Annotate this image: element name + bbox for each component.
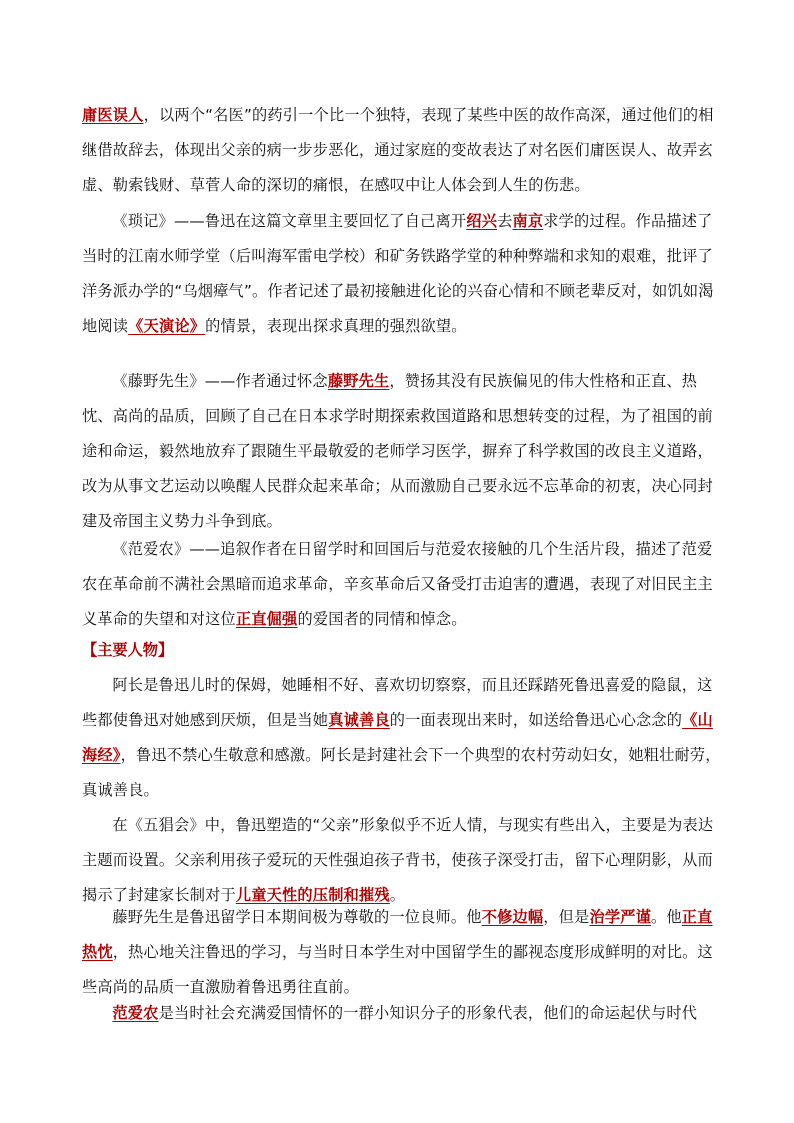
paragraph-tengye-character: [82, 900, 722, 1005]
highlighted-term: 范爱农: [112, 1004, 159, 1022]
text-run: ，赞扬其没有民族偏见的伟大性格和正直、热忱、高尚的品质，回顾了自己在日本求学时期探索救国道路和思想转变的过程，为了祖国的前途和命运，毅然地放弃了跟随生平最敬爱的老师学习医学，摒弃了科学救国的改良主义道路，改为从事文艺运动以唤醒人民群众起来革命；从而激励自己要永远不忘革命的初衷，决心同封建及帝国主义势力斗争到底。: [82, 372, 713, 530]
highlighted-term: 庸医误人: [82, 106, 144, 124]
text-run: ，以两个“名医”的药引一个比一个独特，表现了某些中医的故作高深，通过他们的相继借故辞去，体现出父亲的病一步步恶化，通过家庭的变故表达了对名医们庸医误人、故弄玄虚、勒索钱财、草菅人命的深切的痛恨，在感叹中让人体会到人生的伤悲。: [82, 106, 714, 194]
paragraph-a-chang: [82, 668, 722, 808]
text-run: 在《五猖会》中，鲁迅塑造的“父亲”形象似乎不近人情，与现实有些出入，主要是为表达主题而设置。父亲利用孩子爱玩的天性强迫孩子背书，使孩子深受打击，留下心理阴影，从而揭示了封建家长制对于: [82, 816, 714, 904]
text-run: 《琐记》——鲁迅在这篇文章里主要回忆了自己离开: [112, 212, 467, 230]
highlighted-term: 正直倔强: [235, 610, 298, 628]
text-run: 的一面表现出来时，如送给鲁迅心心念念的: [389, 711, 683, 729]
text-run: 求学的过程。作品描述了当时的江南水师学堂（后叫海军雷电学校）和矿务铁路学堂的种种弊端和求知的艰难，批评了洋务派办学的“乌烟瘴气”。作者记述了最初接触进化论的兴奋心情和不顾老辈反对，如饥如渴地阅读: [82, 212, 714, 335]
text-run: 的情景，表现出探求真理的强烈欲望。: [205, 317, 467, 335]
text-run: 《范爱农》——追叙作者在日留学时和回国后与范爱农接触的几个生活片段，描述了范爱农在革命前不满社会黑暗而追求革命，辛亥革命后又备受打击迫害的遭遇，表现了对旧民主主义革命的失望和对这位: [82, 540, 713, 628]
highlighted-term: 真诚善良: [328, 711, 390, 729]
highlighted-term: 绍兴: [466, 212, 498, 230]
text-run: ，鲁迅不禁心生敬意和感激。阿长是封建社会下一个典型的农村劳动妇女，她粗壮耐劳，真诚善良。: [82, 746, 721, 799]
text-run: 。他: [651, 908, 682, 926]
text-run: 的爱国者的同情和悼念。: [297, 610, 467, 628]
highlighted-term: 《天演论》: [128, 317, 206, 335]
paragraph-medical-quacks: [82, 98, 722, 203]
highlighted-term: 藤野先生: [327, 372, 390, 390]
paragraph-suoji: [82, 204, 722, 344]
text-run: ，但是: [543, 908, 590, 926]
text-run: 去: [497, 212, 513, 230]
text-run: 藤野先生是鲁迅留学日本期间极为尊敬的一位良师。他: [112, 908, 482, 926]
highlighted-term: 《山海经》: [82, 711, 713, 764]
highlighted-term: 治学严谨: [589, 908, 651, 926]
paragraph-wuchanghui: [82, 808, 722, 913]
text-run: 。: [389, 886, 406, 904]
text-run: 《藤野先生》——作者通过怀念: [112, 372, 328, 390]
text-run: 阿长是鲁迅儿时的保姆，她睡相不好、喜欢切切察察，而且还踩踏死鲁迅喜爱的隐鼠，这些都使鲁迅对她感到厌烦，但是当她: [82, 676, 713, 729]
paragraph-fan-ainong: [82, 532, 722, 637]
highlighted-term: 南京: [512, 212, 544, 230]
highlighted-term: 不修边幅: [481, 908, 544, 926]
paragraph-tengye: [82, 364, 722, 539]
paragraph-fan-ainong-character: [82, 996, 722, 1031]
text-run: ，热心地关注鲁迅的学习，与当时日本学生对中国留学生的鄙视态度形成鲜明的对比。这些高尚的品质一直激励着鲁迅勇往直前。: [82, 943, 713, 996]
highlighted-term: 正直热忱: [82, 908, 713, 961]
text-run: 是当时社会充满爱国情怀的一群小知识分子的形象代表，他们的命运起伏与时代: [158, 1004, 698, 1022]
section-heading-main-characters: 【主要人物】: [82, 641, 174, 659]
highlighted-term: 儿童天性的压制和摧残: [235, 886, 390, 904]
